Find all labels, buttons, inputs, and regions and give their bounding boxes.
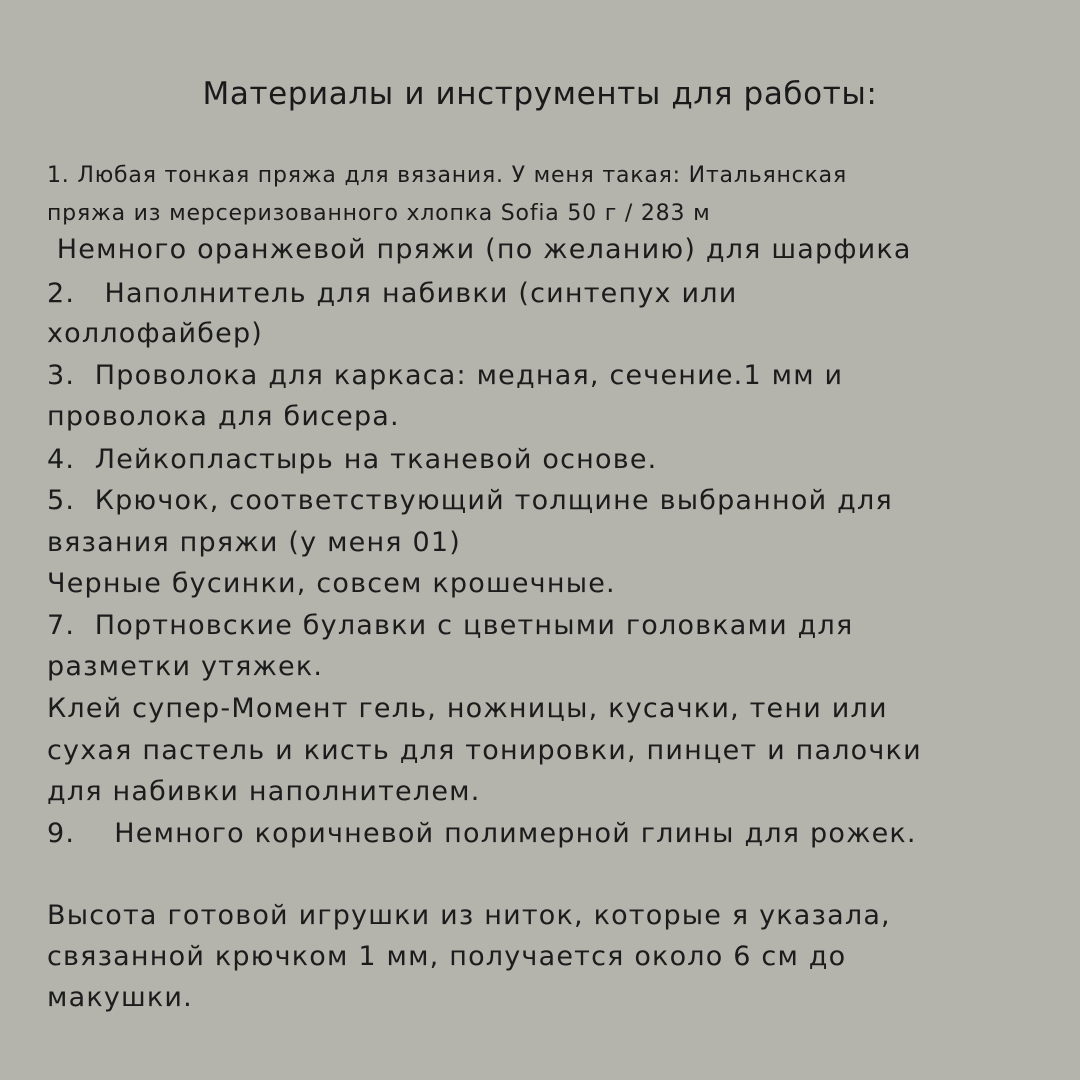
- list-item-7-line-2: разметки утяжек.: [47, 651, 324, 682]
- list-item-8-line-1: Клей супер-Момент гель, ножницы, кусачки, тени или: [47, 693, 888, 724]
- document-title: Материалы и инструменты для работы:: [202, 76, 878, 112]
- list-item-2-line-2: холлофайбер): [47, 318, 264, 349]
- list-item-1-line-1: 1. Любая тонкая пряжа для вязания. У меня такая: Итальянская: [47, 163, 847, 188]
- list-item-8-line-3: для набивки наполнителем.: [47, 776, 481, 807]
- list-item-1-note: Немного оранжевой пряжи (по желанию) для шарфика: [47, 234, 912, 265]
- list-item-5-line-1: 5. Крючок, соответствующий толщине выбранной для: [47, 485, 893, 516]
- summary-line-1: Высота готовой игрушки из ниток, которые я указала,: [47, 900, 891, 931]
- list-item-3-line-2: проволока для бисера.: [47, 401, 400, 432]
- list-item-5-line-2: вязания пряжи (у меня 01): [47, 527, 462, 558]
- list-item-6: Черные бусинки, совсем крошечные.: [47, 568, 616, 599]
- list-item-2-line-1: 2. Наполнитель для набивки (синтепух или: [47, 278, 738, 309]
- list-item-1-line-2: пряжа из мерсеризованного хлопка Sofia 50 г / 283 м: [47, 201, 711, 226]
- list-item-3-line-1: 3. Проволока для каркаса: медная, сечение.1 мм и: [47, 360, 844, 391]
- list-item-9: 9. Немного коричневой полимерной глины для рожек.: [47, 818, 917, 849]
- list-item-7-line-1: 7. Портновские булавки с цветными головками для: [47, 610, 854, 641]
- list-item-8-line-2: сухая пастель и кисть для тонировки, пинцет и палочки: [47, 735, 922, 766]
- summary-line-3: макушки.: [47, 982, 193, 1013]
- list-item-4: 4. Лейкопластырь на тканевой основе.: [47, 444, 658, 475]
- summary-line-2: связанной крючком 1 мм, получается около 6 см до: [47, 941, 847, 972]
